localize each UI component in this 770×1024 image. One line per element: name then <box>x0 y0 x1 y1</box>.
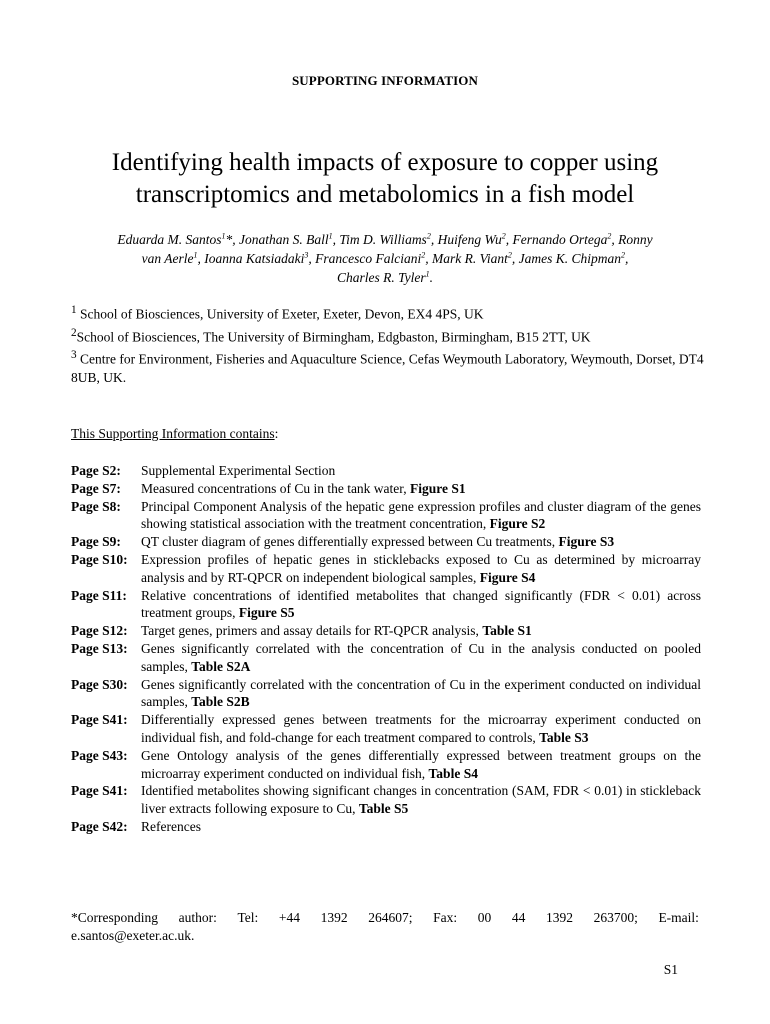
contents-description <box>141 533 701 551</box>
contents-list <box>71 462 701 836</box>
corresponding-word: 44 <box>511 910 526 925</box>
contents-description-text: Target genes, primers and assay details for RT-QPCR analysis, <box>141 623 483 639</box>
contents-figure-ref: Figure S2 <box>489 516 546 532</box>
corresponding-word: 1392 <box>320 910 348 925</box>
corresponding-word: E-mail: <box>658 910 699 925</box>
contents-description-text: Identified metabolites showing significant changes in concentration (SAM, FDR < 0.01) in stickleback liver extracts following exposure to Cu, <box>141 783 701 817</box>
contents-page-ref <box>71 676 141 712</box>
contents-page-ref <box>71 747 141 783</box>
contents-entry <box>71 498 701 534</box>
contents-description-text: References <box>141 818 201 834</box>
contents-page-label: Page S2 <box>71 463 117 478</box>
contents-figure-ref: Table S3 <box>539 729 589 745</box>
affiliation-2 <box>71 324 711 347</box>
contents-description <box>141 711 701 747</box>
author-affiliation-mark: 2 <box>507 250 512 260</box>
corresponding-word: 264607; <box>368 910 413 925</box>
affiliation-number: 1 <box>71 304 77 316</box>
corresponding-word: author: <box>178 910 217 925</box>
contents-page-ref <box>71 480 141 498</box>
affiliation-number: 2 <box>71 326 77 339</box>
contents-page-colon: : <box>123 623 128 639</box>
author-separator: , <box>624 251 629 266</box>
contents-figure-ref: Table S2B <box>191 694 250 710</box>
contents-description <box>141 782 701 818</box>
author-affiliation-mark: 1 <box>193 250 198 260</box>
contents-page-colon: : <box>123 640 128 656</box>
contents-page-label: Page S30 <box>71 676 124 692</box>
contents-page-label: Page S41 <box>71 783 124 799</box>
contents-page-label: Page S12 <box>71 623 124 639</box>
author-separator: , <box>197 251 205 266</box>
contents-figure-ref: Table S4 <box>428 765 478 781</box>
contents-description <box>141 622 701 640</box>
author-name: James K. Chipman <box>518 251 621 266</box>
contents-entry <box>71 782 701 818</box>
contents-page-label: Page S7 <box>71 480 117 496</box>
page-number: S1 <box>663 962 678 977</box>
contents-entry <box>71 711 701 747</box>
author-affiliation-mark: 2 <box>620 250 625 260</box>
contents-description-text: Genes significantly correlated with the concentration of Cu in the experiment conducted on individual samples, <box>141 676 701 710</box>
author-name: Mark R. Viant <box>431 251 508 266</box>
author-name: van Aerle <box>141 251 194 266</box>
author-affiliation-mark: 2 <box>426 231 431 241</box>
contents-page-colon: : <box>123 551 128 567</box>
author-name: Charles R. Tyler <box>337 270 426 285</box>
contents-description <box>141 462 701 480</box>
contents-page-ref <box>71 782 141 818</box>
contents-description <box>141 498 701 534</box>
contents-page-label: Page S41 <box>71 712 124 728</box>
affiliation-text: Centre for Environment, Fisheries and Aquaculture Science, Cefas Weymouth Laboratory, Weymouth, Dorset, DT4 8UB, UK. <box>71 351 704 385</box>
author-separator: , <box>308 251 316 266</box>
contents-page-label: Page S13 <box>71 640 124 656</box>
author-list <box>70 230 700 287</box>
author-affiliation-mark: 2 <box>501 231 506 241</box>
contents-description <box>141 747 701 783</box>
author-separator: , <box>511 251 519 266</box>
contents-description <box>141 676 701 712</box>
contents-entry <box>71 747 701 783</box>
affiliations <box>71 301 711 387</box>
contents-description-text: Supplemental Experimental Section <box>141 463 336 478</box>
corresponding-email: e.santos@exeter.ac.uk. <box>71 928 195 943</box>
author-separator: *, <box>225 232 240 247</box>
contents-description-text: Measured concentrations of Cu in the tank water, <box>141 480 410 496</box>
author-name: Huifeng Wu <box>437 232 502 247</box>
contents-description-text: Genes significantly correlated with the concentration of Cu in the analysis conducted on pooled samples, <box>141 640 701 674</box>
contents-page-colon: : <box>123 818 128 834</box>
contents-description <box>141 587 701 623</box>
contents-figure-ref: Table S5 <box>358 801 409 817</box>
contents-page-colon: : <box>116 534 121 550</box>
contents-description <box>141 480 701 498</box>
contents-figure-ref: Figure S1 <box>410 480 466 496</box>
paper-title <box>40 147 730 211</box>
contents-entry <box>71 551 701 587</box>
contents-description-text: Principal Component Analysis of the hepatic gene expression profiles and cluster diagram of the genes showing statistical association with the treatment concentration, <box>141 498 701 532</box>
corresponding-word: +44 <box>278 910 301 925</box>
contents-page-ref <box>71 711 141 747</box>
corresponding-author <box>71 909 699 945</box>
affiliation-1 <box>71 301 711 324</box>
supporting-information-header: SUPPORTING INFORMATION <box>291 73 479 88</box>
affiliation-text: School of Biosciences, University of Exeter, Exeter, Devon, EX4 4PS, UK <box>76 306 484 322</box>
contents-page-ref <box>71 533 141 551</box>
contents-page-label: Page S8 <box>71 498 117 514</box>
contents-page-colon: : <box>116 463 121 478</box>
contents-description-text: QT cluster diagram of genes differentially expressed between Cu treatments, <box>141 534 559 550</box>
corresponding-word: 263700; <box>593 910 638 925</box>
affiliation-number: 3 <box>71 349 77 361</box>
contents-description-text: Gene Ontology analysis of the genes differentially expressed between treatment groups on the microarray experiment conducted on individual fish, <box>141 747 701 781</box>
affiliation-text: School of Biosciences, The University of Birmingham, Edgbaston, Birmingham, B15 2TT, UK <box>76 329 591 344</box>
contents-description <box>141 818 701 836</box>
contents-page-ref <box>71 551 141 587</box>
contents-entry <box>71 640 701 676</box>
contents-entry <box>71 587 701 623</box>
contents-description-text: Expression profiles of hepatic genes in sticklebacks exposed to Cu as determined by microarray analysis and by RT-QPCR on independent biological samples, <box>141 551 701 585</box>
contents-heading <box>71 426 278 442</box>
contents-page-label: Page S42 <box>71 818 124 834</box>
contents-page-ref <box>71 587 141 623</box>
author-name: Fernando Ortega <box>512 232 608 247</box>
contents-page-colon: : <box>123 783 128 799</box>
title-line-1: Identifying health impacts of exposure to copper using <box>111 149 659 176</box>
corresponding-word: Tel: <box>237 910 259 925</box>
author-affiliation-mark: 1 <box>425 269 430 279</box>
contents-page-colon: : <box>123 712 128 728</box>
author-affiliation-mark: 1 <box>221 231 226 241</box>
contents-description-text: Relative concentrations of identified metabolites that changed significantly (FDR < 0.01) across treatment groups, <box>141 587 701 621</box>
contents-page-ref <box>71 498 141 534</box>
contents-figure-ref: Figure S4 <box>479 569 536 585</box>
corresponding-word: 00 <box>477 910 492 925</box>
contents-entry <box>71 533 701 551</box>
author-separator: , <box>425 251 432 266</box>
author-affiliation-mark: 3 <box>304 250 309 260</box>
contents-page-colon: : <box>122 587 127 603</box>
contents-entry <box>71 818 701 836</box>
corresponding-contact-line <box>71 909 699 927</box>
contents-description-text: Differentially expressed genes between treatments for the microarray experiment conducted on individual fish, and fold-change for each treatment compared to controls, <box>141 712 701 745</box>
corresponding-word: 1392 <box>545 910 573 925</box>
contents-heading-text: This Supporting Information contains <box>71 426 275 441</box>
author-name: Eduarda M. Santos <box>117 232 222 247</box>
contents-description <box>141 640 701 676</box>
author-name: Ioanna Katsiadaki <box>204 251 305 266</box>
author-separator: . <box>429 270 433 285</box>
contents-entry <box>71 462 701 480</box>
author-line-1 <box>70 230 700 249</box>
contents-page-ref <box>71 818 141 836</box>
author-separator: , <box>332 232 340 247</box>
author-name: Francesco Falciani <box>315 251 422 266</box>
contents-description <box>141 551 701 587</box>
contents-figure-ref: Table S2A <box>191 658 251 674</box>
contents-entry <box>71 480 701 498</box>
author-affiliation-mark: 1 <box>328 231 333 241</box>
contents-entry <box>71 676 701 712</box>
author-affiliation-mark: 2 <box>421 250 426 260</box>
author-name: Tim D. Williams <box>339 232 427 247</box>
contents-page-colon: : <box>123 747 128 763</box>
contents-entry <box>71 622 701 640</box>
contents-heading-colon: : <box>274 426 279 441</box>
contents-page-ref <box>71 462 141 480</box>
author-line-3 <box>70 268 700 287</box>
author-name: Jonathan S. Ball <box>239 232 329 247</box>
contents-figure-ref: Figure S3 <box>558 534 615 550</box>
author-affiliation-mark: 2 <box>607 231 612 241</box>
contents-figure-ref: Table S1 <box>482 623 532 639</box>
author-separator: , Ronny <box>611 232 653 247</box>
contents-page-ref <box>71 622 141 640</box>
contents-page-colon: : <box>123 676 128 692</box>
contents-page-colon: : <box>116 498 121 514</box>
contents-page-label: Page S9 <box>71 534 117 550</box>
contents-figure-ref: Figure S5 <box>238 605 295 621</box>
contents-page-label: Page S43 <box>71 747 124 763</box>
contents-page-colon: : <box>116 480 121 496</box>
corresponding-word: Fax: <box>433 910 458 925</box>
author-separator: , <box>505 232 513 247</box>
contents-page-label: Page S11 <box>71 587 123 603</box>
title-line-2: transcriptomics and metabolomics in a fish model <box>135 181 635 208</box>
author-line-2 <box>70 249 700 268</box>
corresponding-word: *Corresponding <box>71 910 158 925</box>
author-separator: , <box>430 232 438 247</box>
contents-page-label: Page S10 <box>71 551 124 567</box>
affiliation-3 <box>71 346 711 387</box>
contents-page-ref <box>71 640 141 676</box>
